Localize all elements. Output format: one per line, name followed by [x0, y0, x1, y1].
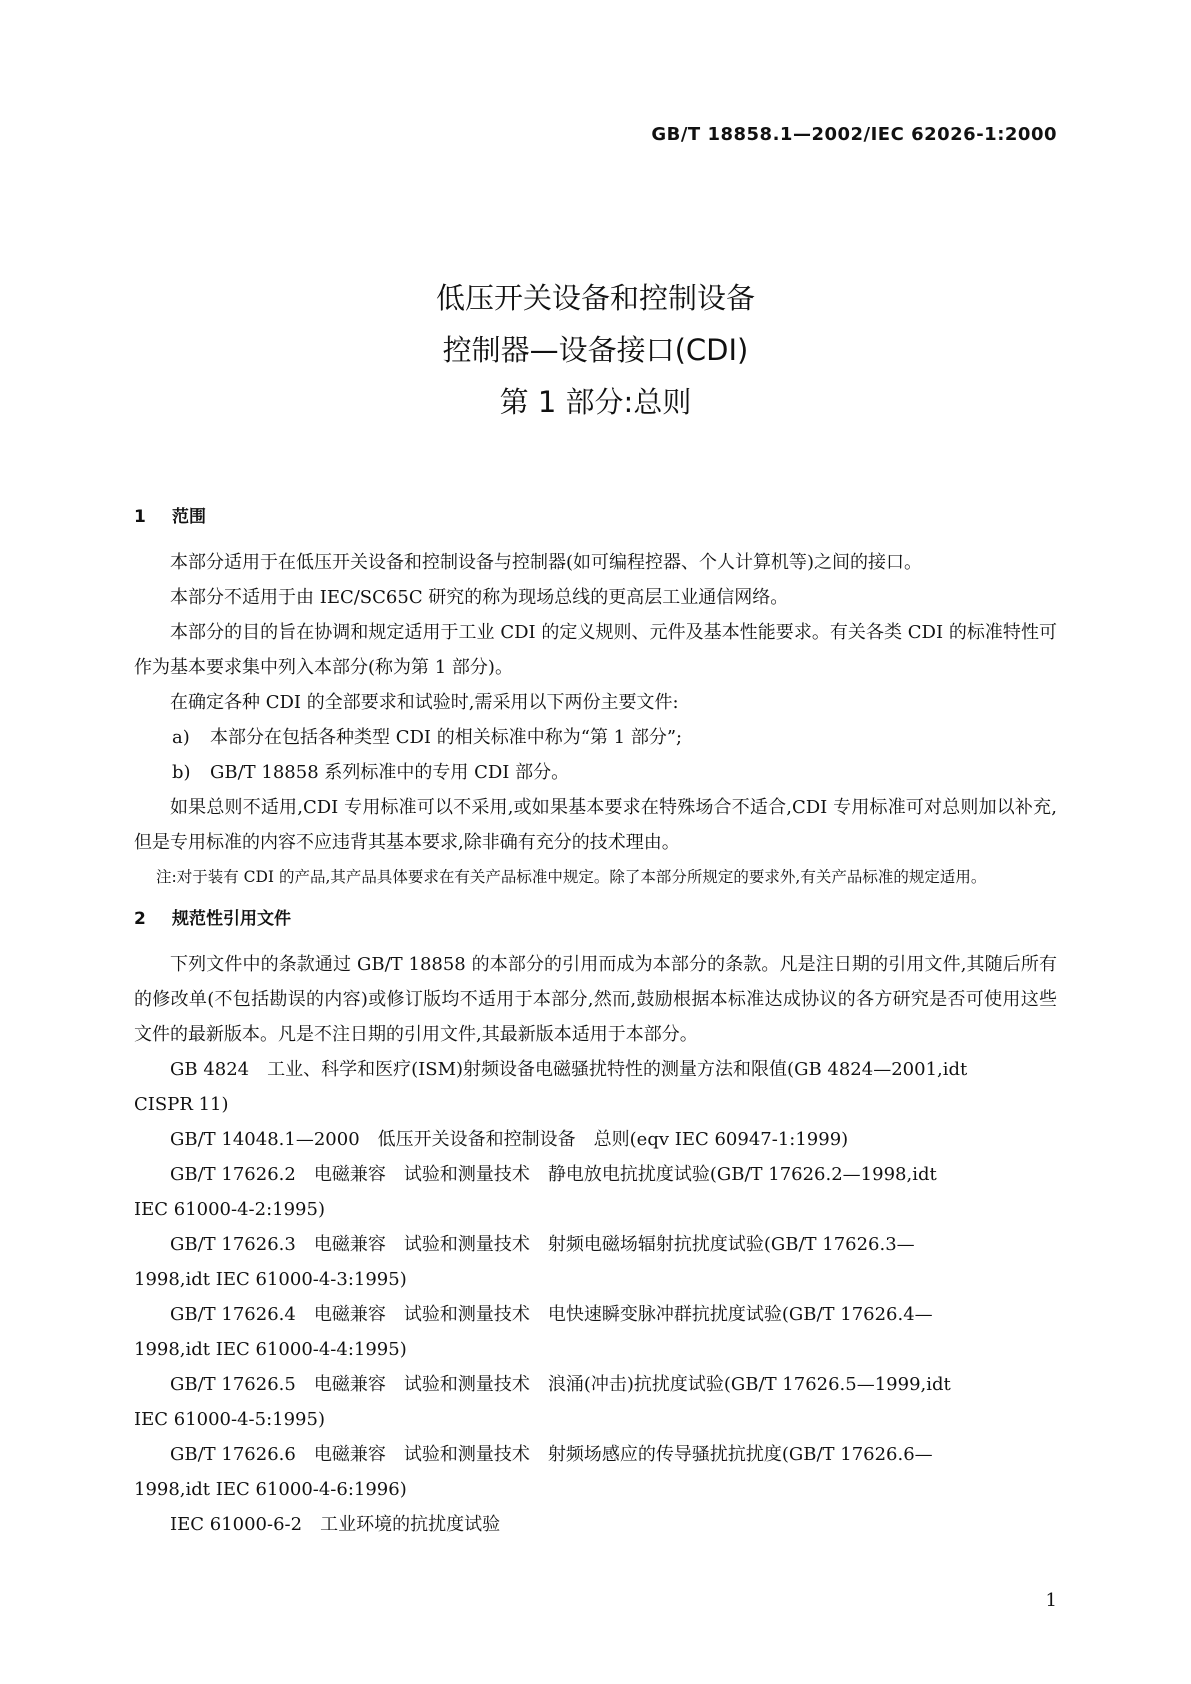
paragraph: 在确定各种 CDI 的全部要求和试验时,需采用以下两份主要文件: [170, 692, 679, 713]
reference-entry: GB/T 17626.2 电磁兼容 试验和测量技术 静电放电抗扰度试验(GB/T 17626.2—1998,idt [170, 1164, 937, 1185]
list-item-text: GB/T 18858 系列标准中的专用 CDI 部分。 [210, 762, 570, 783]
title-line-1: 低压开关设备和控制设备 [435, 281, 755, 315]
reference-entry: GB 4824 工业、科学和医疗(ISM)射频设备电磁骚扰特性的测量方法和限值(GB 4824—2001,idt [170, 1059, 968, 1080]
reference-continuation: 1998,idt IEC 61000-4-6:1996) [134, 1479, 407, 1500]
list-item-text: 本部分在包括各种类型 CDI 的相关标准中称为“第 1 部分”; [210, 727, 683, 748]
reference-continuation: CISPR 11) [134, 1094, 229, 1115]
standard-code: GB/T 18858.1—2002/IEC 62026-1:2000 [651, 124, 1057, 145]
reference-entry: GB/T 14048.1—2000 低压开关设备和控制设备 总则(eqv IEC 60947-1:1999) [170, 1129, 849, 1150]
list-item [172, 720, 1057, 755]
section-title: 规范性引用文件 [172, 909, 291, 929]
reference-continuation: 1998,idt IEC 61000-4-4:1995) [134, 1339, 407, 1360]
title-line-2: 控制器—设备接口(CDI) [442, 333, 749, 367]
paragraph: 本部分的目的旨在协调和规定适用于工业 CDI 的定义规则、元件及基本性能要求。有关各类 CDI 的标准特性可作为基本要求集中列入本部分(称为第 1 部分)。 [134, 622, 1057, 678]
paragraph: 本部分适用于在低压开关设备和控制设备与控制器(如可编程控器、个人计算机等)之间的接口。 [170, 552, 923, 573]
list-item [172, 755, 1057, 790]
section-number: 2 [134, 909, 146, 929]
document-title [0, 272, 1191, 428]
reference-continuation: 1998,idt IEC 61000-4-3:1995) [134, 1269, 407, 1290]
reference-continuation: IEC 61000-4-2:1995) [134, 1199, 325, 1220]
section-title: 范围 [172, 507, 206, 527]
reference-entry: GB/T 17626.3 电磁兼容 试验和测量技术 射频电磁场辐射抗扰度试验(GB/T 17626.3— [170, 1234, 915, 1255]
section-1-heading [134, 500, 1057, 535]
reference-entry: GB/T 17626.6 电磁兼容 试验和测量技术 射频场感应的传导骚扰抗扰度(GB/T 17626.6— [170, 1444, 933, 1465]
reference-continuation: IEC 61000-4-5:1995) [134, 1409, 325, 1430]
reference-entry: GB/T 17626.4 电磁兼容 试验和测量技术 电快速瞬变脉冲群抗扰度试验(GB/T 17626.4— [170, 1304, 933, 1325]
title-line-3: 第 1 部分:总则 [499, 385, 692, 419]
paragraph: 下列文件中的条款通过 GB/T 18858 的本部分的引用而成为本部分的条款。凡是注日期的引用文件,其随后所有的修改单(不包括勘误的内容)或修订版均不适用于本部分,然而,鼓励根据本标准达成协议的各方研究是否可使用这些文件的最新版本。凡是不注日期的引用文件,其最新版本适用于本部分。 [134, 954, 1057, 1045]
paragraph: 本部分不适用于由 IEC/SC65C 研究的称为现场总线的更高层工业通信网络。 [170, 587, 789, 608]
list-item-label: a) [172, 727, 190, 748]
section-number: 1 [134, 507, 146, 527]
reference-entry: GB/T 17626.5 电磁兼容 试验和测量技术 浪涌(冲击)抗扰度试验(GB/T 17626.5—1999,idt [170, 1374, 951, 1395]
reference-entry: IEC 61000-6-2 工业环境的抗扰度试验 [170, 1514, 501, 1535]
note: 注:对于装有 CDI 的产品,其产品具体要求在有关产品标准中规定。除了本部分所规定的要求外,有关产品标准的规定适用。 [156, 868, 987, 886]
section-2-heading [134, 902, 1057, 937]
paragraph: 如果总则不适用,CDI 专用标准可以不采用,或如果基本要求在特殊场合不适合,CDI 专用标准可对总则加以补充,但是专用标准的内容不应违背其基本要求,除非确有充分的技术理由。 [134, 797, 1057, 853]
page-number: 1 [1045, 1590, 1057, 1611]
document-body [134, 500, 1057, 1542]
list-item-label: b) [172, 762, 191, 783]
